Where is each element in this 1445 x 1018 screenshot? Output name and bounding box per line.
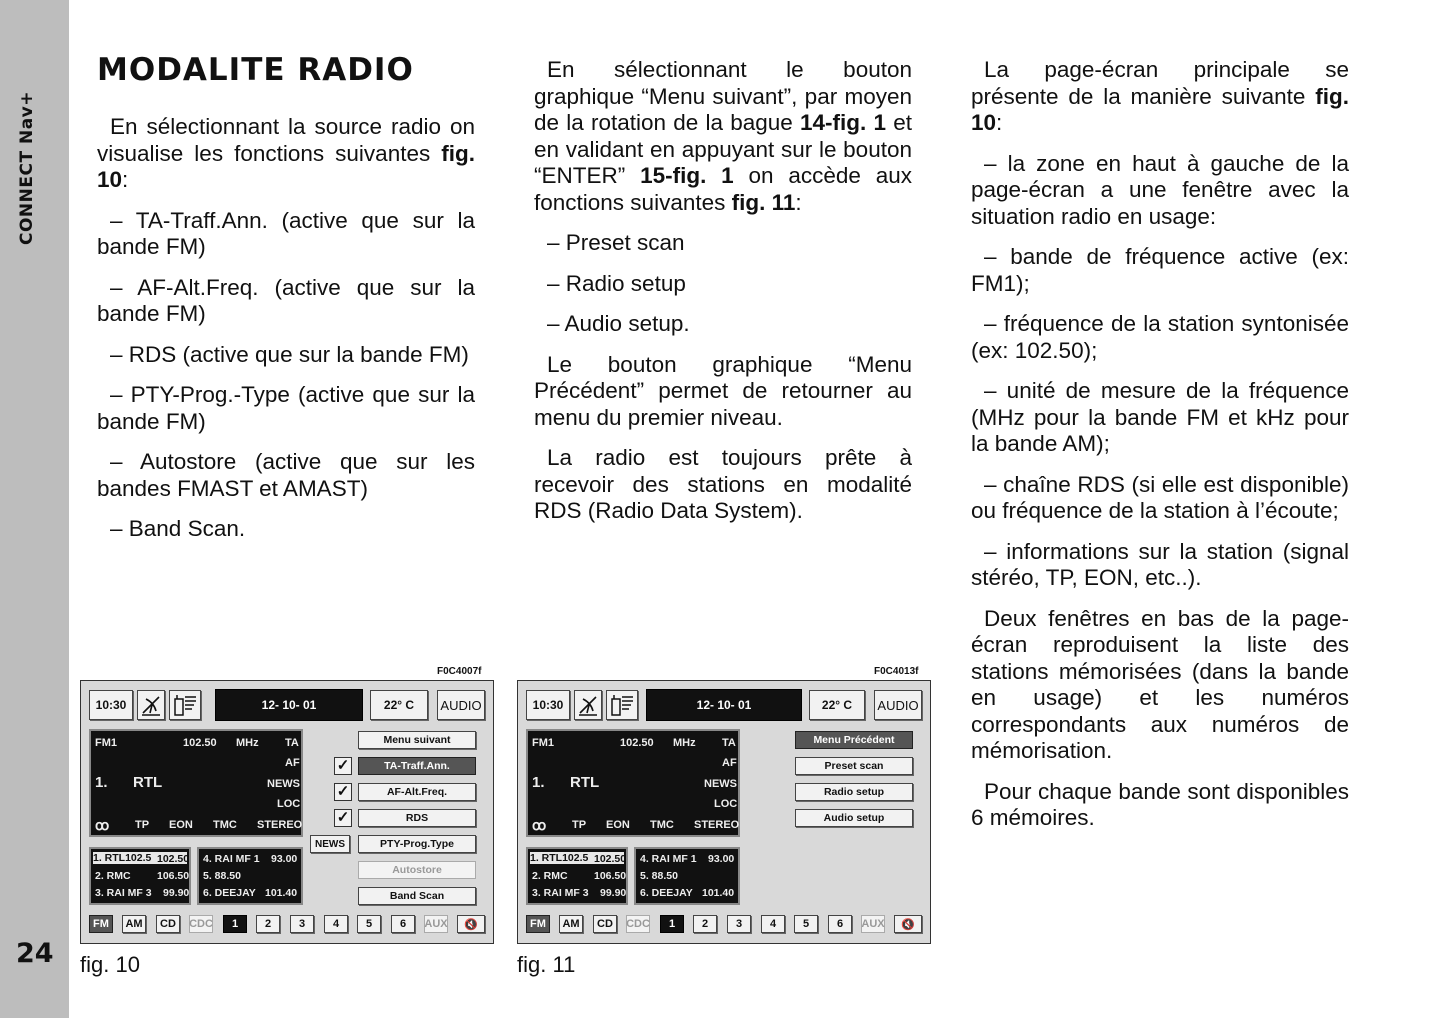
- cdc-button[interactable]: CDC: [189, 915, 213, 933]
- fig10-code: F0C4007f: [437, 666, 482, 677]
- stereo-icon: ꝏ: [532, 817, 547, 833]
- af-checkbox[interactable]: ✓: [334, 783, 352, 801]
- memory-list-right: [634, 847, 740, 905]
- menu-suivant-button[interactable]: Menu suivant: [358, 731, 476, 749]
- am-button[interactable]: AM: [559, 915, 583, 933]
- rds-button[interactable]: RDS: [358, 809, 476, 827]
- memory-5[interactable]: 5. 88.50: [640, 870, 678, 882]
- date-display: 12- 10- 01: [215, 689, 363, 721]
- col3-p3: Pour chaque bande sont disponibles 6 mémoires.: [971, 778, 1349, 830]
- col1-item-pty: – PTY-Prog.-Type (active que sur la bande FM): [97, 382, 475, 434]
- memory-2-freq: 106.50: [594, 870, 627, 882]
- memory-3[interactable]: 3. RAI MF 3: [95, 887, 152, 899]
- band-label: FM1: [532, 737, 554, 749]
- preset-number: 1.: [95, 774, 108, 791]
- station-name: RTL: [133, 774, 163, 791]
- preset-2-button[interactable]: 2: [256, 915, 280, 933]
- preset-1-button[interactable]: 1: [660, 915, 684, 933]
- temperature: 22° C: [370, 690, 428, 720]
- af-indicator: AF: [722, 757, 737, 769]
- frequency: 102.50: [620, 737, 654, 749]
- col2-p3: La radio est toujours prête à recevoir des stations en modalité RDS (Radio Data System).: [534, 445, 912, 523]
- col1-item-autostore: – Autostore (active que sur les bandes FMAST et AMAST): [97, 449, 475, 501]
- date-display: 12- 10- 01: [646, 689, 802, 721]
- memory-list-right: [197, 847, 303, 905]
- page-title: MODALITE RADIO: [97, 52, 414, 88]
- audio-setup-button[interactable]: Audio setup: [795, 809, 913, 827]
- memory-3-freq: 99.90: [600, 887, 627, 899]
- stereo-flag: STEREO: [694, 819, 740, 831]
- memory-4[interactable]: 4. RAI MF 1: [203, 853, 260, 865]
- preset-5-button[interactable]: 5: [794, 915, 818, 933]
- fig11-caption: fig. 11: [517, 952, 576, 977]
- memory-6[interactable]: 6. DEEJAY: [640, 887, 693, 899]
- memory-1[interactable]: 1. RTL102.5: [93, 852, 187, 864]
- tmc-flag: TMC: [213, 819, 237, 831]
- stereo-flag: STEREO: [257, 819, 303, 831]
- preset-4-button[interactable]: 4: [761, 915, 785, 933]
- col3-p2: Deux fenêtres en bas de la page-écran reproduisent la liste des stations mémorisées (dans la bande en usage) et les numéros correspondants aux numéros de mémorisation.: [971, 605, 1349, 763]
- satellite-icon[interactable]: [574, 690, 602, 720]
- cdc-button[interactable]: CDC: [626, 915, 650, 933]
- satellite-icon[interactable]: [137, 690, 165, 720]
- memory-list-left: [526, 847, 628, 905]
- news-button[interactable]: NEWS: [310, 835, 350, 853]
- fig10-screen: [80, 680, 494, 944]
- eon-flag: EON: [606, 819, 630, 831]
- memory-4-freq: 93.00: [271, 853, 298, 865]
- memory-list-left: [89, 847, 191, 905]
- fig11-code: F0C4013f: [874, 666, 919, 677]
- page-number: 24: [16, 938, 54, 969]
- cd-button[interactable]: CD: [156, 915, 180, 933]
- satellite-dish-icon: [577, 693, 599, 717]
- autostore-button[interactable]: Autostore: [358, 861, 476, 879]
- rds-checkbox[interactable]: ✓: [334, 809, 352, 827]
- loc-indicator: LOC: [714, 798, 738, 810]
- af-alt-freq-button[interactable]: AF-Alt.Freq.: [358, 783, 476, 801]
- ta-traff-button[interactable]: TA-Traff.Ann.: [358, 757, 476, 775]
- ta-indicator: TA: [722, 737, 736, 749]
- radio-status-window: [89, 729, 303, 837]
- col2-p2: Le bouton graphique “Menu Précédent” permet de retourner au menu du premier niveau.: [534, 351, 912, 430]
- col3-item-zone: – la zone en haut à gauche de la page-écran a une fenêtre avec la situation radio en usage:: [971, 150, 1349, 229]
- tmc-flag: TMC: [650, 819, 674, 831]
- memory-1[interactable]: 1. RTL102.5: [530, 852, 624, 864]
- stereo-icon: ꝏ: [95, 817, 110, 833]
- col1-intro: En sélectionnant la source radio on visualise les fonctions suivantes fig. 10:: [97, 114, 475, 192]
- preset-3-button[interactable]: 3: [727, 915, 751, 933]
- station-name: RTL: [570, 774, 600, 791]
- col3-item-band: – bande de fréquence active (ex: FM1);: [971, 244, 1349, 296]
- fm-button[interactable]: FM: [526, 915, 550, 933]
- col1-item-rds: – RDS (active que sur la bande FM): [110, 341, 469, 367]
- memory-3-freq: 99.90: [163, 887, 190, 899]
- col3-item-info: – informations sur la station (signal stéréo, TP, EON, etc..).: [971, 538, 1349, 590]
- clock: 10:30: [526, 690, 570, 720]
- mute-icon[interactable]: 🔇: [894, 915, 922, 933]
- memory-6-freq: 101.40: [702, 887, 735, 899]
- ta-checkbox[interactable]: ✓: [334, 757, 352, 775]
- col1-item-bandscan: – Band Scan.: [110, 516, 246, 541]
- clock: 10:30: [89, 690, 133, 720]
- am-button[interactable]: AM: [122, 915, 146, 933]
- col2-item-preset: – Preset scan: [547, 230, 685, 255]
- col1-item-af: – AF-Alt.Freq. (active que sur la bande FM): [97, 274, 475, 326]
- fm-button[interactable]: FM: [89, 915, 113, 933]
- temperature: 22° C: [809, 690, 865, 720]
- memory-2[interactable]: 2. RMC: [95, 870, 131, 882]
- column-1: [97, 114, 475, 557]
- radio-status-window: [526, 729, 740, 837]
- memory-2[interactable]: 2. RMC: [532, 870, 568, 882]
- col2-item-audio: – Audio setup.: [547, 311, 690, 336]
- memory-3[interactable]: 3. RAI MF 3: [532, 887, 589, 899]
- satellite-dish-icon: [140, 693, 162, 717]
- col3-p1: La page-écran principale se présente de la manière suivante fig. 10:: [971, 57, 1349, 135]
- mute-icon[interactable]: 🔇: [457, 915, 485, 933]
- memory-6[interactable]: 6. DEEJAY: [203, 887, 256, 899]
- preset-4-button[interactable]: 4: [324, 915, 348, 933]
- memory-5[interactable]: 5. 88.50: [203, 870, 241, 882]
- frequency-unit: MHz: [236, 737, 259, 749]
- col3-item-rds: – chaîne RDS (si elle est disponible) ou fréquence de la station à l’écoute;: [971, 471, 1349, 523]
- col3-item-unit: – unité de mesure de la fréquence (MHz pour la bande FM et kHz pour la bande AM);: [971, 378, 1349, 456]
- preset-3-button[interactable]: 3: [290, 915, 314, 933]
- preset-6-button[interactable]: 6: [828, 915, 852, 933]
- col1-item-ta: – TA-Traff.Ann. (active que sur la bande FM): [97, 207, 475, 259]
- memory-1-freq: 102.50: [157, 853, 190, 865]
- band-scan-button[interactable]: Band Scan: [358, 887, 476, 905]
- preset-1-button[interactable]: 1: [223, 915, 247, 933]
- af-indicator: AF: [285, 757, 300, 769]
- radio-setup-button[interactable]: Radio setup: [795, 783, 913, 801]
- news-indicator: NEWS: [267, 778, 300, 790]
- news-indicator: NEWS: [704, 778, 737, 790]
- preset-5-button[interactable]: 5: [357, 915, 381, 933]
- sidebar-title: CONNECT Nav+: [17, 90, 37, 245]
- frequency: 102.50: [183, 737, 217, 749]
- col3-item-freq: – fréquence de la station syntonisée (ex: 102.50);: [971, 311, 1349, 363]
- preset-number: 1.: [532, 774, 545, 791]
- band-label: FM1: [95, 737, 117, 749]
- tp-flag: TP: [135, 819, 150, 831]
- menu-precedent-button[interactable]: Menu Précédent: [795, 731, 913, 749]
- memory-2-freq: 106.50: [157, 870, 190, 882]
- loc-indicator: LOC: [277, 798, 301, 810]
- fig10-caption: fig. 10: [80, 952, 140, 977]
- preset-scan-button[interactable]: Preset scan: [795, 757, 913, 775]
- mobile-phone-icon: [172, 693, 198, 717]
- col2-p1: En sélectionnant le bouton graphique “Menu suivant”, par moyen de la rotation de la bague 14-fig. 1 et en validant en appuyant sur le bouton “ENTER” 15-fig. 1 on accède aux fonctions suivantes fig. 11:: [534, 57, 912, 215]
- column-2: [534, 57, 912, 539]
- column-3: [971, 57, 1349, 846]
- audio-button[interactable]: AUDIO: [437, 690, 485, 720]
- ta-indicator: TA: [285, 737, 299, 749]
- fig11-screen: [517, 680, 931, 944]
- memory-6-freq: 101.40: [265, 887, 298, 899]
- preset-6-button[interactable]: 6: [391, 915, 415, 933]
- phone-icon[interactable]: [606, 690, 638, 720]
- mobile-phone-icon: [609, 693, 635, 717]
- memory-1-freq: 102.50: [594, 853, 627, 865]
- tp-flag: TP: [572, 819, 587, 831]
- frequency-unit: MHz: [673, 737, 696, 749]
- cd-button[interactable]: CD: [593, 915, 617, 933]
- aux-button[interactable]: AUX: [424, 915, 448, 933]
- aux-button[interactable]: AUX: [861, 915, 885, 933]
- preset-2-button[interactable]: 2: [693, 915, 717, 933]
- memory-4[interactable]: 4. RAI MF 1: [640, 853, 697, 865]
- phone-icon[interactable]: [169, 690, 201, 720]
- audio-button[interactable]: AUDIO: [874, 690, 922, 720]
- pty-prog-type-button[interactable]: PTY-Prog.Type: [358, 835, 476, 853]
- eon-flag: EON: [169, 819, 193, 831]
- memory-4-freq: 93.00: [708, 853, 735, 865]
- col2-item-radio: – Radio setup: [547, 270, 686, 296]
